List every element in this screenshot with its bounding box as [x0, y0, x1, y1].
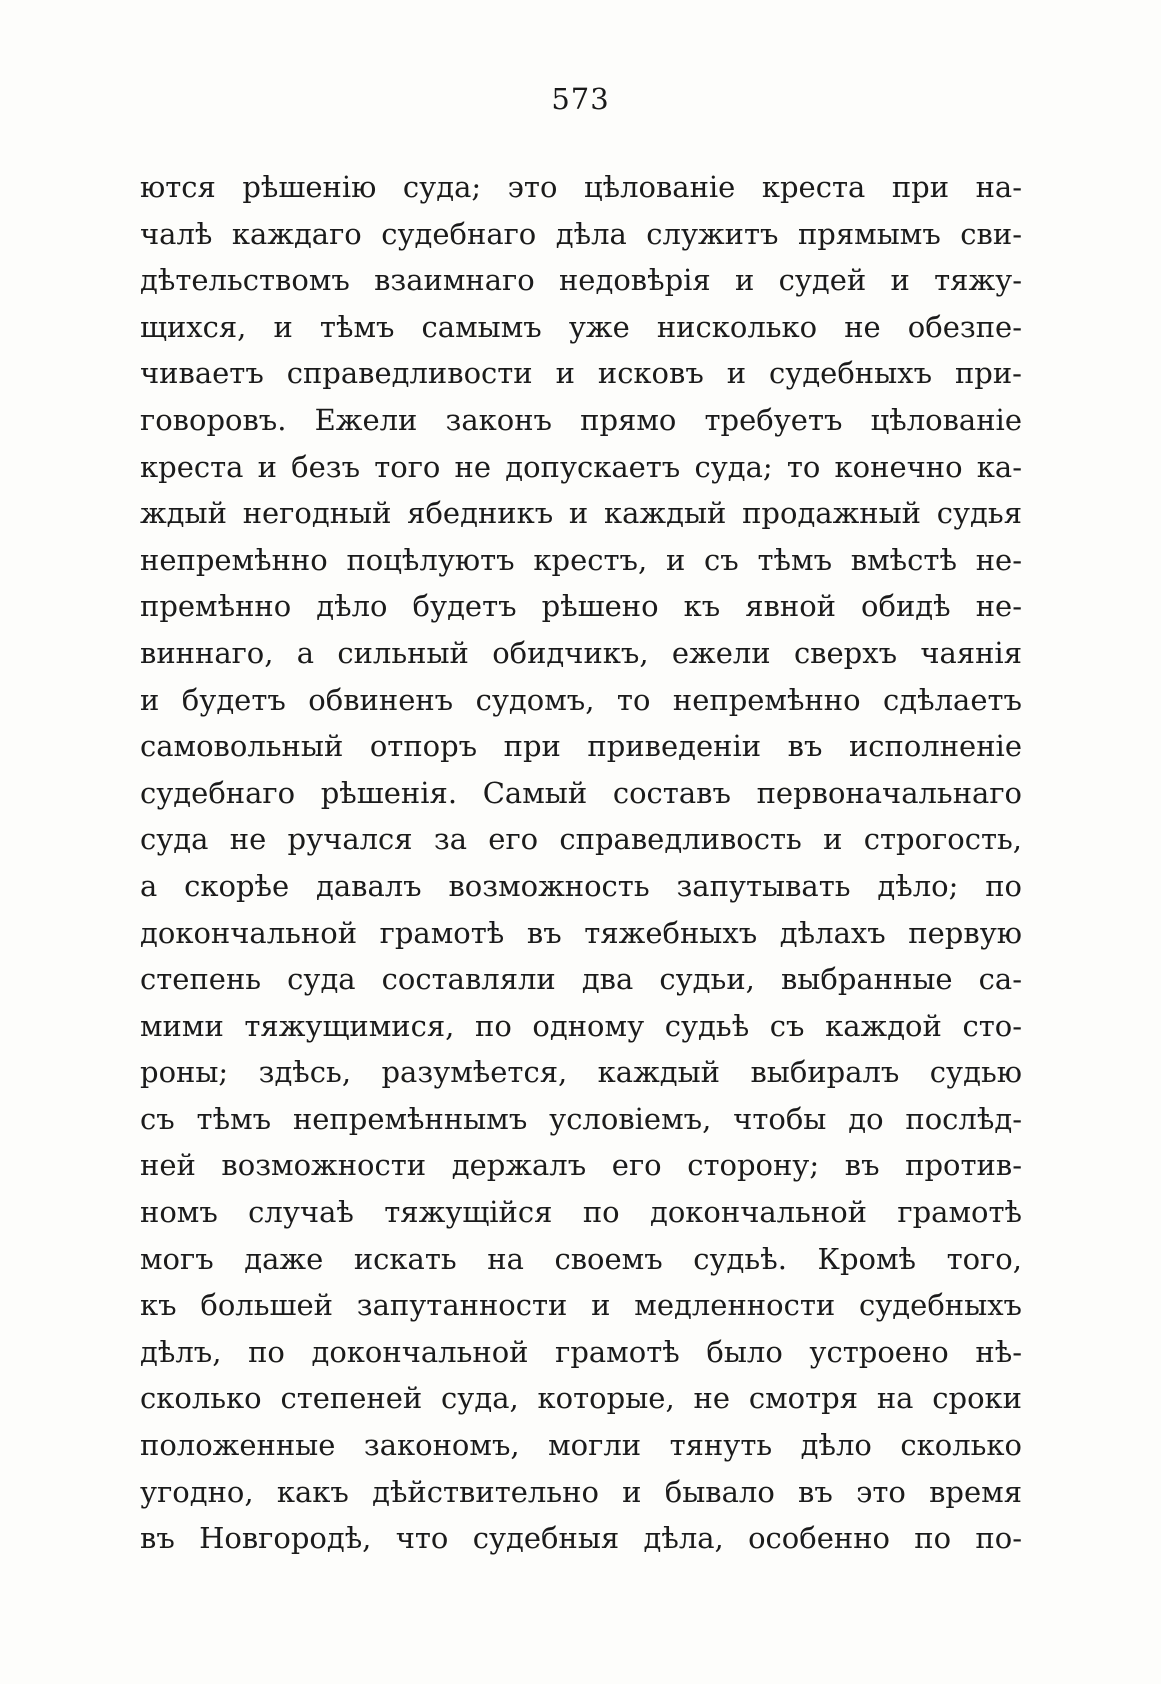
- body-text: [140, 164, 1022, 1562]
- text-line: сколько степеней суда, которые, не смотря на сроки: [140, 1381, 1022, 1416]
- text-line: и будетъ обвиненъ судомъ, то непремѣнно сдѣлаетъ: [140, 682, 1022, 717]
- text-line: судебнаго рѣшенія. Самый составъ первоначальнаго: [140, 775, 1022, 810]
- text-line: самовольный отпоръ при приведеніи въ исполненіе: [140, 729, 1022, 764]
- text-line: съ тѣмъ непремѣннымъ условіемъ, чтобы до послѣд-: [140, 1101, 1022, 1136]
- text-line: къ большей запутанности и медленности судебныхъ: [140, 1288, 1022, 1323]
- text-line: щихся, и тѣмъ самымъ уже нисколько не обезпе-: [140, 309, 1022, 344]
- text-line: чиваетъ справедливости и исковъ и судебныхъ при-: [140, 356, 1022, 391]
- text-line: докончальной грамотѣ въ тяжебныхъ дѣлахъ первую: [140, 915, 1022, 950]
- text-line: ждый негодный ябедникъ и каждый продажный судья: [140, 496, 1022, 531]
- text-line: угодно, какъ дѣйствительно и бывало въ это время: [140, 1474, 1022, 1509]
- text-line: ней возможности держалъ его сторону; въ против-: [140, 1148, 1022, 1183]
- text-line: въ Новгородѣ, что судебныя дѣла, особенно по по-: [140, 1521, 1022, 1556]
- text-line: виннаго, а сильный обидчикъ, ежели сверхъ чаянія: [140, 635, 1022, 670]
- text-line: номъ случаѣ тяжущійся по докончальной грамотѣ: [140, 1195, 1022, 1230]
- text-line: могъ даже искать на своемъ судьѣ. Кромѣ того,: [140, 1241, 1022, 1276]
- text-line: ются рѣшенію суда; это цѣлованіе креста при на-: [140, 170, 1022, 204]
- text-line: мими тяжущимися, по одному судьѣ съ каждой сто-: [140, 1008, 1022, 1043]
- text-line: степень суда составляли два судьи, выбранные са-: [140, 962, 1022, 997]
- text-line: дѣтельствомъ взаимнаго недовѣрія и судей и тяжу-: [140, 263, 1022, 298]
- page-number: 573: [551, 82, 610, 116]
- text-line: положенные закономъ, могли тянуть дѣло сколько: [140, 1428, 1022, 1463]
- text-line: дѣлъ, по докончальной грамотѣ было устроено нѣ-: [140, 1334, 1022, 1369]
- text-line: говоровъ. Ежели законъ прямо требуетъ цѣлованіе: [140, 402, 1022, 437]
- text-line: а скорѣе давалъ возможность запутывать дѣло; по: [140, 868, 1022, 903]
- text-line: роны; здѣсь, разумѣется, каждый выбиралъ судью: [140, 1055, 1022, 1090]
- text-line: суда не ручался за его справедливость и строгость,: [140, 822, 1022, 857]
- text-line: непремѣнно поцѣлуютъ крестъ, и съ тѣмъ вмѣстѣ не-: [140, 542, 1022, 577]
- text-line: креста и безъ того не допускаетъ суда; то конечно ка-: [140, 449, 1022, 484]
- text-line: чалѣ каждаго судебнаго дѣла служитъ прямымъ сви-: [140, 216, 1022, 251]
- text-line: премѣнно дѣло будетъ рѣшено къ явной обидѣ не-: [140, 589, 1022, 624]
